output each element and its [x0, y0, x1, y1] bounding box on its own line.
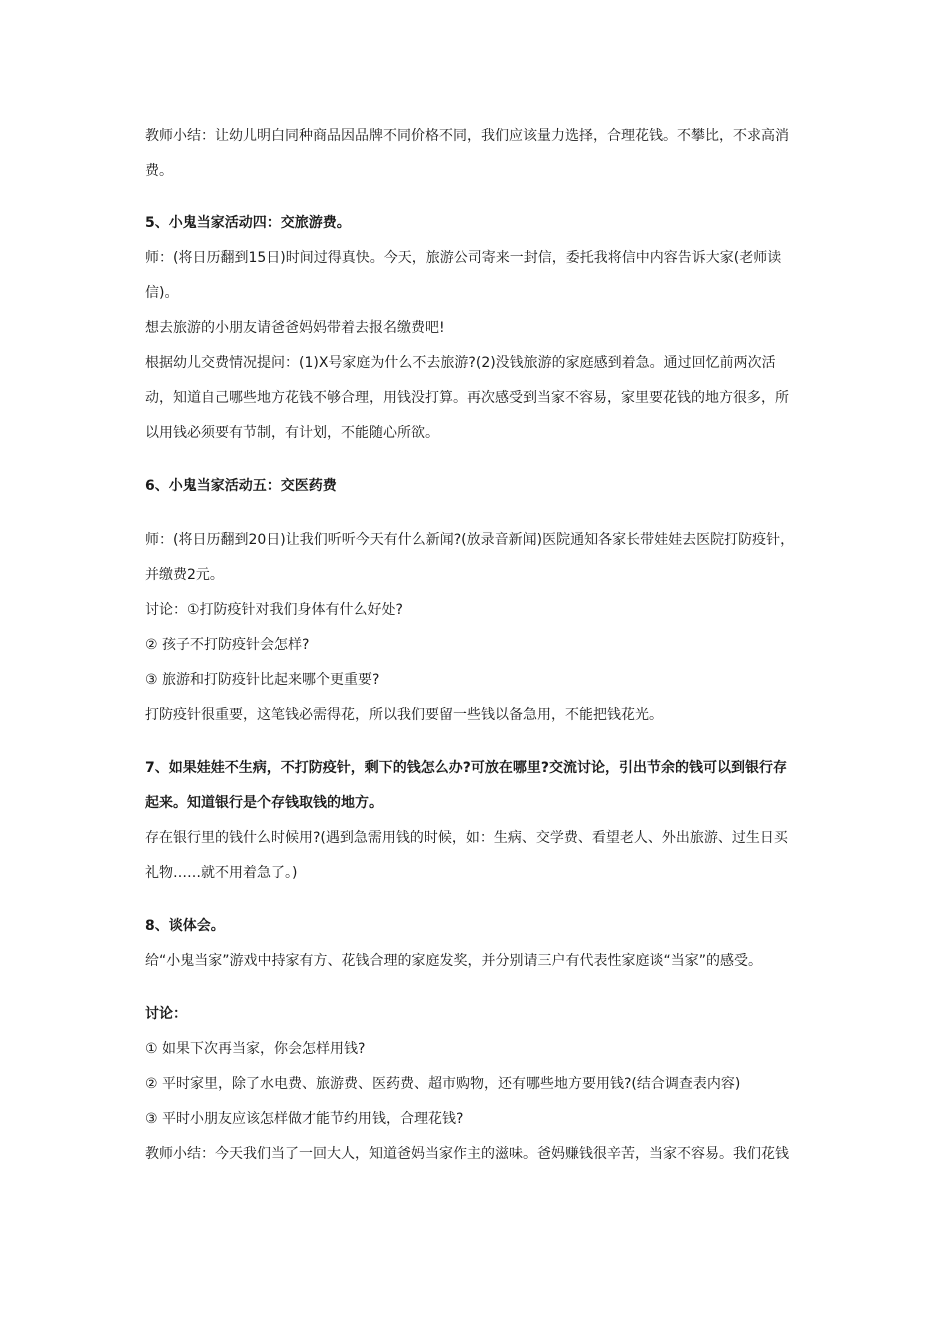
summary-paragraph-line-2: 费。 [145, 163, 173, 179]
discussion-item: ③ 旅游和打防疫针比起来哪个更重要? [145, 672, 380, 688]
discussion-item: ② 孩子不打防疫针会怎样? [145, 637, 310, 653]
discussion-line: 讨论：①打防疫针对我们身体有什么好处? [145, 602, 403, 618]
section-heading-5: 5、小鬼当家活动四：交旅游费。 [145, 215, 351, 231]
discussion-item: ③ 平时小朋友应该怎样做才能节约用钱，合理花钱? [145, 1111, 464, 1127]
discussion-heading: 讨论： [145, 1006, 187, 1022]
paragraph-line: 动，知道自己哪些地方花钱不够合理，用钱没打算。再次感受到当家不容易，家里要花钱的地方很多，所 [145, 390, 789, 406]
paragraph-line: 打防疫针很重要，这笔钱必需得花，所以我们要留一些钱以备急用，不能把钱花光。 [145, 707, 663, 723]
paragraph-line: 师：(将日历翻到20日)让我们听听今天有什么新闻?(放录音新闻)医院通知各家长带娃娃去医院打防疫针， [145, 532, 795, 548]
section-heading-8: 8、谈体会。 [145, 918, 225, 934]
paragraph-line: 以用钱必须要有节制，有计划，不能随心所欲。 [145, 425, 439, 441]
paragraph-line: 根据幼儿交费情况提问：(1)X号家庭为什么不去旅游?(2)没钱旅游的家庭感到着急。通过回忆前两次活 [145, 355, 776, 371]
section-heading-7: 7、如果娃娃不生病，不打防疫针，剩下的钱怎么办?可放在哪里?交流讨论，引出节余的钱可以到银行存 [145, 760, 787, 776]
paragraph-line: 存在银行里的钱什么时候用?(遇到急需用钱的时候，如：生病、交学费、看望老人、外出旅游、过生日买 [145, 830, 788, 846]
summary-paragraph-line-1: 教师小结：让幼儿明白同种商品因品牌不同价格不同，我们应该量力选择，合理花钱。不攀比，不求高消 [145, 128, 789, 144]
paragraph-line: 礼物……就不用着急了。) [145, 865, 298, 881]
section-heading-6: 6、小鬼当家活动五：交医药费 [145, 478, 337, 494]
section-heading-7-continued: 起来。知道银行是个存钱取钱的地方。 [145, 795, 383, 811]
paragraph-line: 并缴费2元。 [145, 567, 224, 583]
paragraph-line: 给“小鬼当家”游戏中持家有方、花钱合理的家庭发奖，并分别请三户有代表性家庭谈“当家”的感受。 [145, 953, 763, 969]
discussion-item: ① 如果下次再当家，你会怎样用钱? [145, 1041, 366, 1057]
paragraph-line: 师：(将日历翻到15日)时间过得真快。今天，旅游公司寄来一封信，委托我将信中内容告诉大家(老师读 [145, 250, 782, 266]
discussion-item: ② 平时家里，除了水电费、旅游费、医药费、超市购物，还有哪些地方要用钱?(结合调查表内容) [145, 1076, 741, 1092]
paragraph-line: 信)。 [145, 285, 179, 301]
summary-paragraph-line: 教师小结：今天我们当了一回大人，知道爸妈当家作主的滋味。爸妈赚钱很辛苦，当家不容易。我们花钱 [145, 1146, 789, 1162]
paragraph-line: 想去旅游的小朋友请爸爸妈妈带着去报名缴费吧! [145, 320, 445, 336]
